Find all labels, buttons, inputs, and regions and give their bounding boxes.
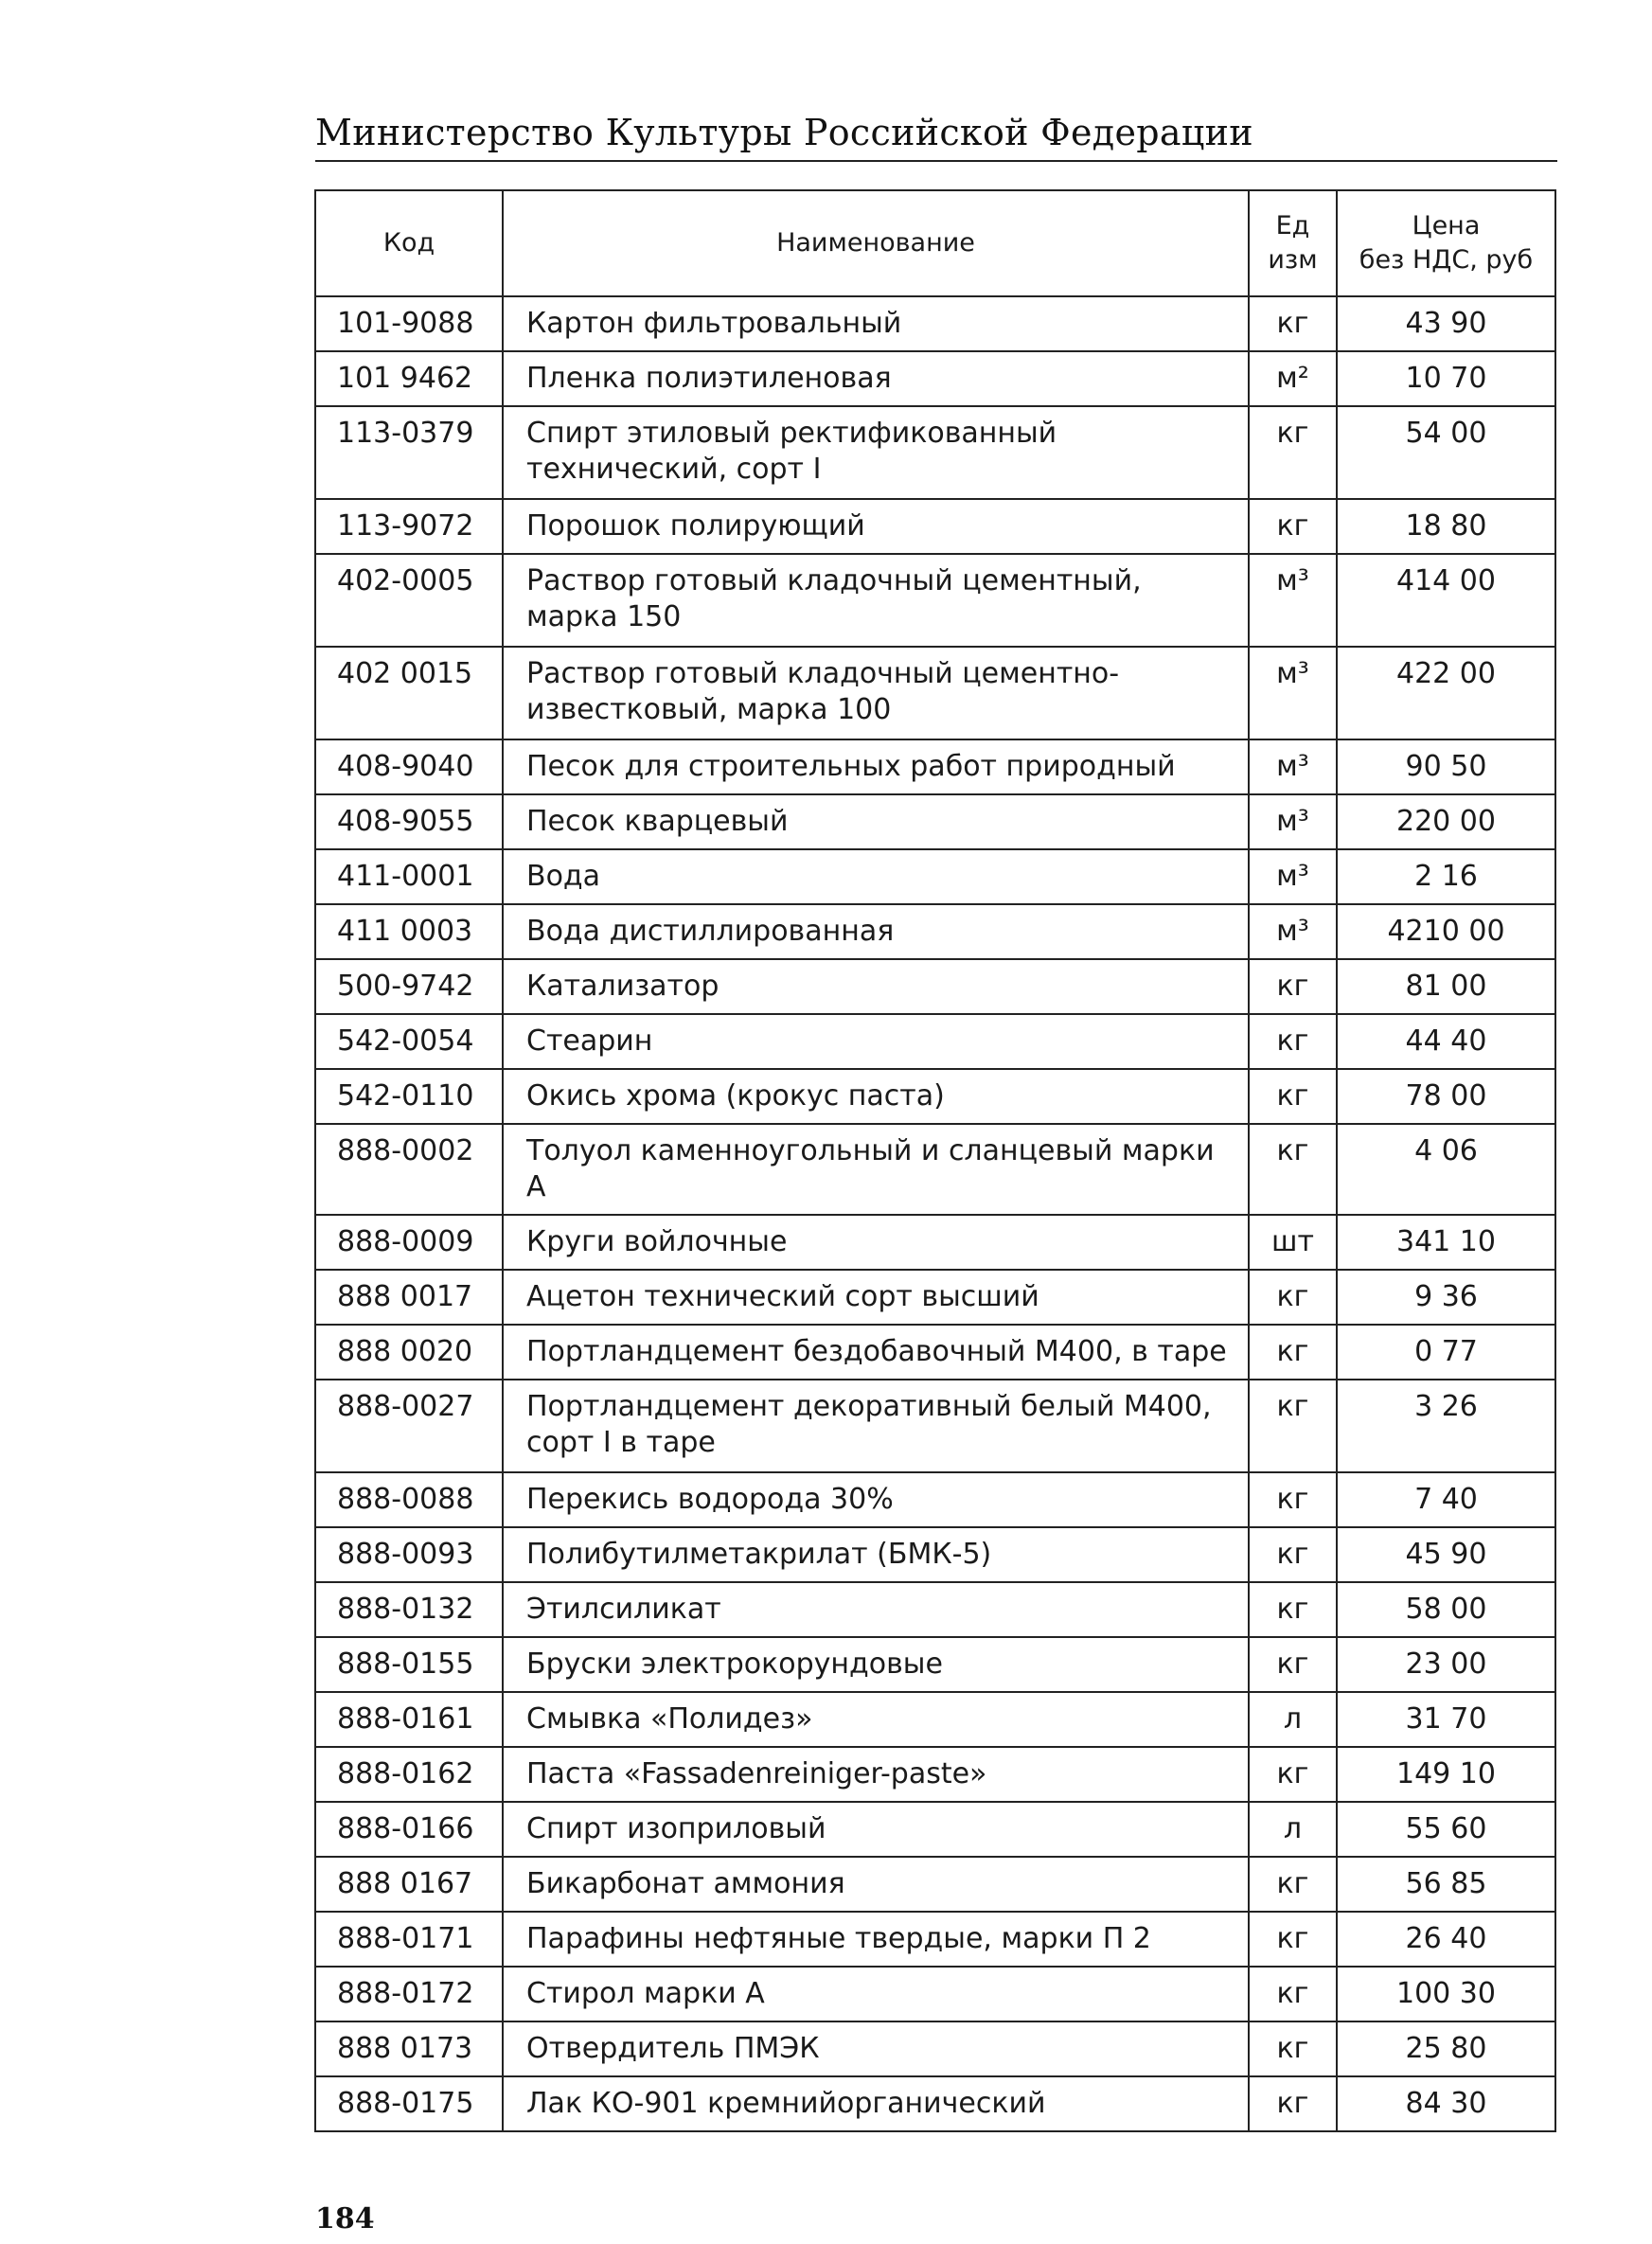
table-row: [315, 1270, 1555, 1325]
cell-unit: кг: [1249, 1747, 1337, 1802]
cell-price: 26 40: [1337, 1912, 1555, 1967]
table-row: [315, 1069, 1555, 1124]
cell-unit: кг: [1249, 1069, 1337, 1124]
table-header: [315, 190, 1555, 296]
cell-name: Бруски электрокорундовые: [503, 1637, 1249, 1692]
cell-price: 78 00: [1337, 1069, 1555, 1124]
table-row: [315, 2076, 1555, 2131]
column-header-price-line1: Цена: [1412, 211, 1481, 240]
cell-name: Раствор готовый кладочный цементно-известковый, марка 100: [503, 647, 1249, 739]
cell-name: Круги войлочные: [503, 1215, 1249, 1270]
cell-price: 4 06: [1337, 1124, 1555, 1215]
table-body: [315, 296, 1555, 2131]
cell-name: Полибутилметакрилат (БМК-5): [503, 1527, 1249, 1582]
page-number: 184: [315, 2202, 375, 2235]
table-row: [315, 499, 1555, 554]
table-row: [315, 1747, 1555, 1802]
table-row: [315, 794, 1555, 849]
header-rule: [315, 160, 1557, 162]
cell-name: Перекись водорода 30%: [503, 1472, 1249, 1527]
column-header-unit-line2: изм: [1268, 245, 1318, 275]
cell-unit: кг: [1249, 296, 1337, 351]
table-row: [315, 1527, 1555, 1582]
cell-price: 100 30: [1337, 1967, 1555, 2021]
column-header-unit-line1: Ед: [1275, 211, 1310, 240]
page-title: Министерство Культуры Российской Федерации: [315, 112, 1253, 153]
cell-code: 888-0166: [315, 1802, 503, 1857]
cell-code: 402-0005: [315, 554, 503, 647]
table-header-row: [315, 190, 1555, 296]
cell-name: Смывка «Полидез»: [503, 1692, 1249, 1747]
cell-code: 113-9072: [315, 499, 503, 554]
cell-price: 414 00: [1337, 554, 1555, 647]
table-row: [315, 1380, 1555, 1472]
column-header-code: Код: [315, 190, 503, 296]
table-row: [315, 1692, 1555, 1747]
cell-price: 2 16: [1337, 849, 1555, 904]
cell-price: 43 90: [1337, 296, 1555, 351]
cell-code: 888-0162: [315, 1747, 503, 1802]
cell-code: 888-0161: [315, 1692, 503, 1747]
cell-name: Песок кварцевый: [503, 794, 1249, 849]
cell-unit: л: [1249, 1692, 1337, 1747]
cell-name: Стирол марки А: [503, 1967, 1249, 2021]
cell-price: 90 50: [1337, 739, 1555, 794]
cell-code: 888-0172: [315, 1967, 503, 2021]
cell-code: 888-0009: [315, 1215, 503, 1270]
cell-name: Этилсиликат: [503, 1582, 1249, 1637]
cell-price: 18 80: [1337, 499, 1555, 554]
table-row: [315, 1582, 1555, 1637]
cell-name: Раствор готовый кладочный цементный, марка 150: [503, 554, 1249, 647]
cell-unit: кг: [1249, 1124, 1337, 1215]
table-row: [315, 904, 1555, 959]
table-row: [315, 1967, 1555, 2021]
table-row: [315, 1802, 1555, 1857]
table-row: [315, 2021, 1555, 2076]
table-row: [315, 1325, 1555, 1380]
cell-code: 113-0379: [315, 406, 503, 499]
cell-unit: м³: [1249, 849, 1337, 904]
cell-unit: м³: [1249, 647, 1337, 739]
cell-code: 888 0017: [315, 1270, 503, 1325]
cell-code: 408-9055: [315, 794, 503, 849]
cell-unit: кг: [1249, 499, 1337, 554]
cell-price: 149 10: [1337, 1747, 1555, 1802]
cell-unit: кг: [1249, 1582, 1337, 1637]
cell-name: Толуол каменноугольный и сланцевый марки А: [503, 1124, 1249, 1215]
cell-price: 4210 00: [1337, 904, 1555, 959]
cell-price: 0 77: [1337, 1325, 1555, 1380]
column-header-name: Наименование: [503, 190, 1249, 296]
cell-code: 888-0175: [315, 2076, 503, 2131]
cell-unit: кг: [1249, 2021, 1337, 2076]
cell-code: 101-9088: [315, 296, 503, 351]
cell-code: 888 0167: [315, 1857, 503, 1912]
table-row: [315, 647, 1555, 739]
cell-code: 411 0003: [315, 904, 503, 959]
cell-unit: кг: [1249, 1325, 1337, 1380]
cell-code: 888-0002: [315, 1124, 503, 1215]
cell-name: Портландцемент бездобавочный М400, в таре: [503, 1325, 1249, 1380]
cell-price: 84 30: [1337, 2076, 1555, 2131]
table-row: [315, 1857, 1555, 1912]
cell-unit: кг: [1249, 1527, 1337, 1582]
cell-unit: л: [1249, 1802, 1337, 1857]
cell-price: 7 40: [1337, 1472, 1555, 1527]
table-row: [315, 1124, 1555, 1215]
cell-unit: кг: [1249, 1472, 1337, 1527]
cell-unit: м³: [1249, 794, 1337, 849]
cell-price: 341 10: [1337, 1215, 1555, 1270]
column-header-unit: [1249, 190, 1337, 296]
cell-name: Стеарин: [503, 1014, 1249, 1069]
cell-name: Парафины нефтяные твердые, марки П 2: [503, 1912, 1249, 1967]
cell-unit: м²: [1249, 351, 1337, 406]
cell-name: Пленка полиэтиленовая: [503, 351, 1249, 406]
cell-code: 888-0155: [315, 1637, 503, 1692]
table-row: [315, 1014, 1555, 1069]
cell-code: 101 9462: [315, 351, 503, 406]
cell-unit: кг: [1249, 406, 1337, 499]
cell-price: 10 70: [1337, 351, 1555, 406]
cell-name: Спирт этиловый ректификованный технический, сорт I: [503, 406, 1249, 499]
cell-price: 45 90: [1337, 1527, 1555, 1582]
cell-code: 888-0088: [315, 1472, 503, 1527]
cell-price: 55 60: [1337, 1802, 1555, 1857]
cell-code: 402 0015: [315, 647, 503, 739]
table-row: [315, 959, 1555, 1014]
cell-unit: кг: [1249, 1014, 1337, 1069]
cell-name: Вода дистиллированная: [503, 904, 1249, 959]
cell-name: Лак КО-901 кремнийорганический: [503, 2076, 1249, 2131]
cell-code: 888-0171: [315, 1912, 503, 1967]
cell-unit: м³: [1249, 554, 1337, 647]
cell-price: 3 26: [1337, 1380, 1555, 1472]
table-row: [315, 849, 1555, 904]
cell-code: 888 0173: [315, 2021, 503, 2076]
table-row: [315, 1215, 1555, 1270]
cell-code: 408-9040: [315, 739, 503, 794]
cell-unit: кг: [1249, 2076, 1337, 2131]
cell-name: Спирт изоприловый: [503, 1802, 1249, 1857]
cell-name: Вода: [503, 849, 1249, 904]
cell-code: 542-0110: [315, 1069, 503, 1124]
cell-price: 31 70: [1337, 1692, 1555, 1747]
cell-price: 23 00: [1337, 1637, 1555, 1692]
table-row: [315, 1637, 1555, 1692]
cell-name: Картон фильтровальный: [503, 296, 1249, 351]
cell-price: 220 00: [1337, 794, 1555, 849]
cell-code: 500-9742: [315, 959, 503, 1014]
table-row: [315, 351, 1555, 406]
cell-unit: шт: [1249, 1215, 1337, 1270]
cell-name: Катализатор: [503, 959, 1249, 1014]
cell-unit: м³: [1249, 739, 1337, 794]
table-row: [315, 1912, 1555, 1967]
cell-price: 9 36: [1337, 1270, 1555, 1325]
cell-code: 888-0132: [315, 1582, 503, 1637]
table-row: [315, 739, 1555, 794]
cell-code: 411-0001: [315, 849, 503, 904]
cell-name: Ацетон технический сорт высший: [503, 1270, 1249, 1325]
table-row: [315, 296, 1555, 351]
table-row: [315, 406, 1555, 499]
cell-unit: м³: [1249, 904, 1337, 959]
cell-unit: кг: [1249, 959, 1337, 1014]
cell-name: Паста «Fassadenreiniger-paste»: [503, 1747, 1249, 1802]
cell-unit: кг: [1249, 1637, 1337, 1692]
cell-price: 44 40: [1337, 1014, 1555, 1069]
cell-price: 58 00: [1337, 1582, 1555, 1637]
cell-unit: кг: [1249, 1270, 1337, 1325]
cell-name: Песок для строительных работ природный: [503, 739, 1249, 794]
cell-name: Портландцемент декоративный белый М400, сорт I в таре: [503, 1380, 1249, 1472]
cell-name: Бикарбонат аммония: [503, 1857, 1249, 1912]
column-header-price-line2: без НДС, руб: [1359, 245, 1534, 275]
cell-unit: кг: [1249, 1967, 1337, 2021]
cell-unit: кг: [1249, 1857, 1337, 1912]
price-table: [314, 189, 1556, 2132]
cell-name: Окись хрома (крокус паста): [503, 1069, 1249, 1124]
cell-price: 25 80: [1337, 2021, 1555, 2076]
cell-price: 56 85: [1337, 1857, 1555, 1912]
cell-unit: кг: [1249, 1380, 1337, 1472]
cell-name: Отвердитель ПМЭК: [503, 2021, 1249, 2076]
cell-code: 542-0054: [315, 1014, 503, 1069]
cell-code: 888-0093: [315, 1527, 503, 1582]
cell-name: Порошок полирующий: [503, 499, 1249, 554]
cell-price: 422 00: [1337, 647, 1555, 739]
table-row: [315, 1472, 1555, 1527]
cell-price: 54 00: [1337, 406, 1555, 499]
cell-price: 81 00: [1337, 959, 1555, 1014]
cell-unit: кг: [1249, 1912, 1337, 1967]
cell-code: 888 0020: [315, 1325, 503, 1380]
table-row: [315, 554, 1555, 647]
column-header-price: [1337, 190, 1555, 296]
cell-code: 888-0027: [315, 1380, 503, 1472]
